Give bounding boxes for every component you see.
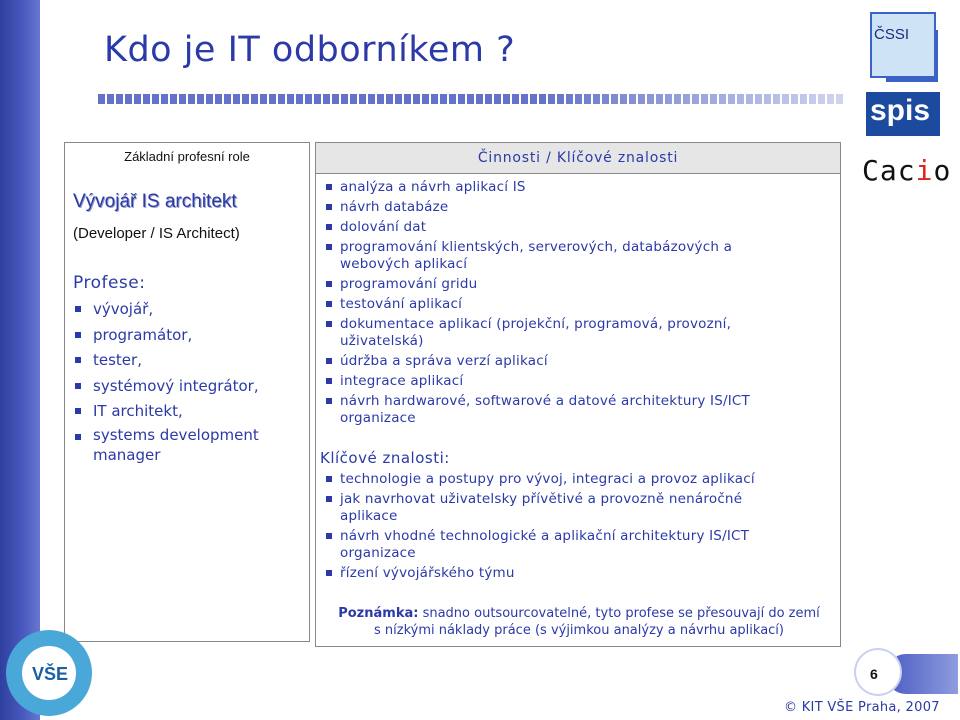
- list-item: [75, 323, 263, 349]
- vse-logo: [6, 630, 94, 718]
- right-activities-panel: [315, 142, 841, 647]
- role-subtitle: (Developer / IS Architect): [73, 225, 240, 242]
- list-item: [324, 219, 774, 236]
- page-number-circle: [856, 650, 900, 694]
- left-panel-header: Základní profesní role: [124, 149, 250, 164]
- bullet-icon: [326, 378, 332, 384]
- knowledge-title: Klíčové znalosti:: [320, 449, 450, 467]
- professions-list: [75, 297, 263, 465]
- list-item-text: testování aplikací: [340, 296, 463, 312]
- right-panel-header: Činnosti / Klíčové znalosti: [316, 143, 840, 174]
- bullet-icon: [326, 321, 332, 327]
- list-item-text: vývojář,: [93, 300, 154, 318]
- list-item-text: programování klientských, serverových, databázových a webových aplikací: [340, 239, 733, 272]
- list-item-text: údržba a správa verzí aplikací: [340, 353, 548, 369]
- bullet-icon: [75, 332, 81, 338]
- bullet-icon: [326, 224, 332, 230]
- list-item-text: dokumentace aplikací (projekční, programová, provozní, uživatelská): [340, 316, 732, 349]
- list-item: [75, 348, 263, 374]
- list-item-text: programátor,: [93, 325, 193, 344]
- list-item-text: analýza a návrh aplikací IS: [340, 179, 526, 195]
- list-item: [75, 374, 263, 400]
- note-body: snadno outsourcovatelné, tyto profese se přesouvají do zemí s nízkými náklady práce (s výjimkou analýzy a návrhu aplikací): [373, 606, 820, 638]
- list-item-text: návrh hardwarové, softwarové a datové architektury IS/ICT organizace: [340, 393, 750, 426]
- list-item: [324, 373, 774, 390]
- bullet-icon: [75, 434, 81, 440]
- bullet-icon: [326, 301, 332, 307]
- cssi-logo-frame: [870, 12, 936, 78]
- list-item-text: návrh vhodné technologické a aplikační architektury IS/ICT organizace: [340, 528, 750, 561]
- note-text: [334, 605, 824, 639]
- knowledge-list: [324, 471, 794, 585]
- list-item: [324, 316, 774, 350]
- page-number: 6: [870, 666, 878, 682]
- list-item-text: systémový integrátor,: [93, 376, 259, 395]
- cssi-logo-text: ČSSI: [874, 26, 910, 43]
- cacio-logo-part1: Cac: [862, 154, 916, 187]
- list-item: [75, 425, 263, 465]
- bullet-icon: [326, 533, 332, 539]
- list-item: [324, 276, 774, 293]
- bullet-icon: [326, 358, 332, 364]
- list-item: [75, 399, 263, 425]
- bullet-icon: [326, 476, 332, 482]
- cssi-logo: [866, 8, 940, 82]
- cacio-logo: [862, 154, 951, 187]
- spis-logo: [866, 92, 940, 140]
- cacio-logo-part2: i: [915, 154, 934, 187]
- professions-title: Profese:: [73, 273, 146, 293]
- list-item-text: IT architekt,: [93, 402, 183, 420]
- bullet-icon: [75, 357, 81, 363]
- list-item: [324, 296, 774, 313]
- bullet-icon: [326, 281, 332, 287]
- role-title: Vývojář IS architekt: [73, 191, 237, 212]
- copyright-text: © KIT VŠE Praha, 2007: [784, 700, 940, 715]
- cacio-logo-part3: o: [933, 154, 952, 187]
- left-role-panel: [64, 142, 310, 642]
- bullet-icon: [326, 184, 332, 190]
- page-number-badge: [840, 652, 958, 698]
- list-item-text: návrh databáze: [340, 199, 449, 215]
- activities-list: [324, 179, 774, 430]
- list-item: [324, 199, 774, 216]
- left-decorative-strip: [0, 0, 40, 720]
- list-item-text: řízení vývojářského týmu: [340, 565, 515, 581]
- list-item: [324, 393, 774, 427]
- title-underline-bar: [98, 94, 843, 104]
- slide-title: Kdo je IT odborníkem ?: [104, 30, 516, 70]
- list-item-text: programování gridu: [340, 276, 478, 292]
- list-item-text: integrace aplikací: [340, 373, 464, 389]
- bullet-icon: [326, 496, 332, 502]
- spis-logo-text: spis: [870, 94, 931, 127]
- list-item: [324, 565, 794, 582]
- list-item-text: tester,: [93, 351, 142, 369]
- list-item-text: jak navrhovat uživatelsky přívětivé a provozně nenáročné aplikace: [340, 491, 743, 524]
- bullet-icon: [75, 383, 81, 389]
- bullet-icon: [326, 204, 332, 210]
- list-item: [324, 471, 794, 488]
- bullet-icon: [326, 398, 332, 404]
- list-item: [75, 297, 263, 323]
- list-item-text: systems development manager: [93, 425, 259, 464]
- bullet-icon: [326, 244, 332, 250]
- note-label: Poznámka:: [338, 606, 419, 621]
- list-item: [324, 528, 794, 562]
- list-item: [324, 353, 774, 370]
- list-item: [324, 239, 774, 273]
- list-item-text: technologie a postupy pro vývoj, integraci a provoz aplikací: [340, 471, 755, 487]
- vse-logo-text: VŠE: [32, 664, 69, 684]
- bullet-icon: [75, 408, 81, 414]
- bullet-icon: [326, 570, 332, 576]
- list-item: [324, 491, 794, 525]
- bullet-icon: [75, 306, 81, 312]
- list-item: [324, 179, 774, 196]
- list-item-text: dolování dat: [340, 219, 427, 235]
